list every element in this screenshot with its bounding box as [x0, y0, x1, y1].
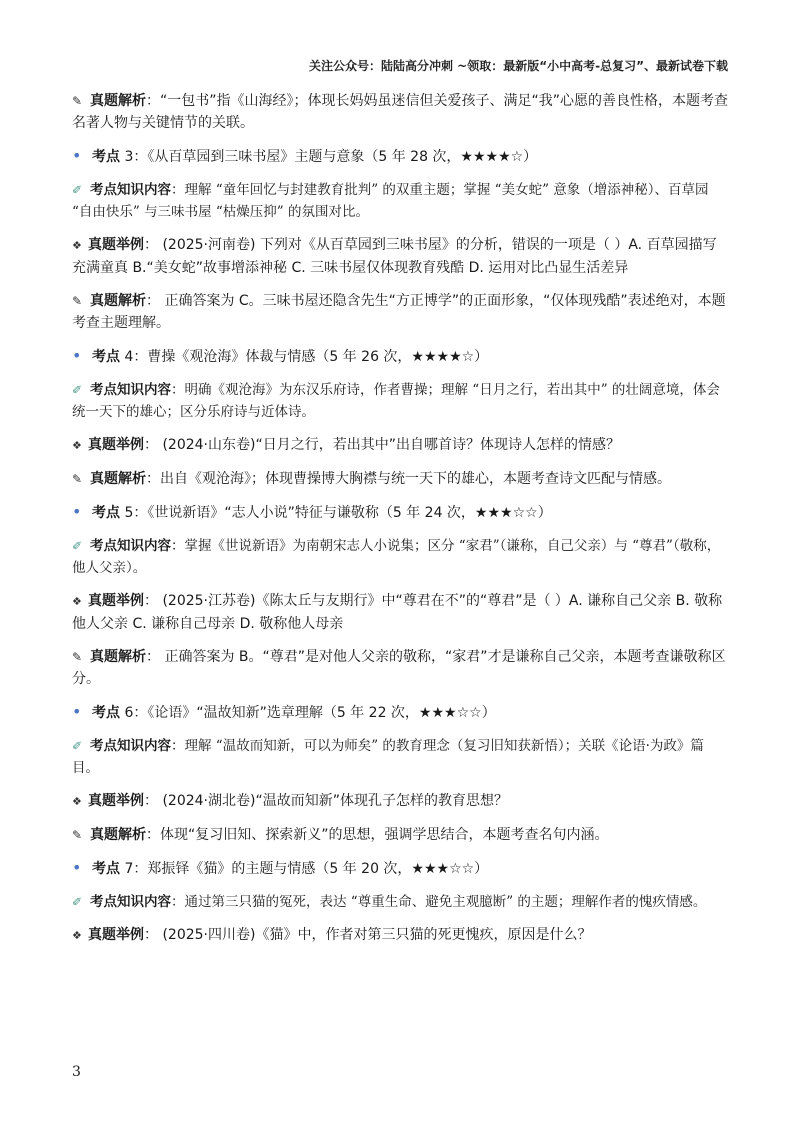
knowledge-text: ：理解 “温故而知新，可以为师矣” 的教育理念（复习旧知获新悟）；关联《论语·为政》篇目。: [72, 738, 704, 776]
pen-icon: ✎: [72, 650, 83, 664]
knowledge-text: ：掌握《世说新语》为南朝宋志人小说集；区分 “家君”（谦称，自己父亲）与 “尊君”（敬称，他人父亲）。: [72, 538, 721, 576]
bullet-icon: •: [72, 502, 82, 521]
example-label: 真题举例: [88, 793, 144, 809]
analysis-block: [72, 646, 728, 690]
example-text: ： (2024·山东卷)“日月之行，若出其中”出自哪首诗？体现诗人怎样的情感？: [144, 437, 620, 453]
page-header: 关注公众号：陆陆高分冲刺 ~领取：最新版“小中高考-总复习”、最新试卷下载: [309, 59, 728, 73]
point-label: 考点: [92, 705, 120, 721]
knowledge-label: 考点知识内容: [90, 382, 171, 398]
example-block: [72, 234, 728, 279]
point-label: 考点: [92, 505, 120, 521]
analysis-label: 真题解析: [90, 471, 146, 487]
example-block: [72, 924, 728, 947]
analysis-label: 真题解析: [90, 649, 146, 665]
diamond-icon: ❖: [72, 595, 82, 608]
analysis-label: 真题解析: [90, 827, 146, 843]
analysis-text: ： 正确答案为 B。“尊君”是对他人父亲的敬称，“家君”才是谦称自己父亲，本题考查谦敬称区分。: [72, 649, 726, 687]
knowledge-text: ：通过第三只猫的冤死，表达 “尊重生命、避免主观臆断” 的主题；理解作者的愧疚情感。: [171, 894, 707, 910]
knowledge-label: 考点知识内容: [90, 538, 171, 554]
point-text: 6：《论语》“温故知新”选章理解（5 年 22 次，★★★☆☆）: [120, 705, 496, 721]
analysis-block: [72, 468, 728, 490]
point-text: 5：《世说新语》“志人小说”特征与谦敬称（5 年 24 次，★★★☆☆）: [120, 505, 552, 521]
pen-icon: ✎: [72, 828, 83, 842]
analysis-label: 真题解析: [90, 93, 146, 109]
pen-icon: ✎: [72, 472, 83, 486]
analysis-text: ：出自《观沧海》；体现曹操博大胸襟与统一天下的雄心，本题考查诗文匹配与情感。: [146, 471, 671, 487]
knowledge-label: 考点知识内容: [90, 182, 171, 198]
example-block: [72, 434, 728, 457]
bullet-icon: •: [72, 146, 82, 165]
example-text: ： (2024·湖北卷)“温故而知新”体现孔子怎样的教育思想？: [144, 793, 508, 809]
knowledge-text: ：理解 “童年回忆与封建教育批判” 的双重主题；掌握 “美女蛇” 意象（增添神秘）、百草园 “自由快乐” 与三味书屋 “枯燥压抑” 的氛围对比。: [72, 182, 709, 220]
point-text: 7：郑振铎《猫》的主题与情感（5 年 20 次，★★★☆☆）: [120, 861, 489, 877]
analysis-block: [72, 290, 728, 334]
page-number: 3: [72, 1064, 81, 1080]
bullet-icon: •: [72, 858, 82, 877]
example-label: 真题举例: [88, 593, 144, 609]
pencil-icon: ✐: [72, 383, 83, 397]
exam-point-heading: [72, 501, 728, 524]
knowledge-block: [72, 891, 728, 913]
example-block: [72, 590, 728, 635]
pen-icon: ✎: [72, 94, 83, 108]
example-text: ： (2025·河南卷) 下列对《从百草园到三味书屋》的分析，错误的一项是（ ）A. 百草园描写充满童真 B.“美女蛇”故事增添神秘 C. 三味书屋仅体现教育残酷 D. 运用对比凸显生活差异: [72, 237, 717, 276]
exam-point-heading: [72, 701, 728, 724]
diamond-icon: ❖: [72, 795, 82, 808]
knowledge-block: [72, 179, 728, 223]
point-text: 4：曹操《观沧海》体裁与情感（5 年 26 次，★★★★☆）: [120, 349, 489, 365]
point-label: 考点: [92, 149, 120, 165]
pencil-icon: ✐: [72, 183, 83, 197]
knowledge-label: 考点知识内容: [90, 894, 171, 910]
analysis-label: 真题解析: [90, 293, 146, 309]
analysis-text: ： 正确答案为 C。三味书屋还隐含先生“方正博学”的正面形象，“仅体现残酷”表述绝对，本题考查主题理解。: [72, 293, 726, 331]
analysis-text: ：体现“复习旧知、探索新义”的思想，强调学思结合，本题考查名句内涵。: [146, 827, 609, 843]
example-text: ： (2025·江苏卷)《陈太丘与友期行》中“尊君在不”的“尊君”是（ ）A. 谦称自己父亲 B. 敬称他人父亲 C. 谦称自己母亲 D. 敬称他人母亲: [72, 593, 723, 632]
point-label: 考点: [92, 861, 120, 877]
knowledge-block: [72, 379, 728, 423]
diamond-icon: ❖: [72, 239, 82, 252]
knowledge-label: 考点知识内容: [90, 738, 171, 754]
diamond-icon: ❖: [72, 929, 82, 942]
analysis-text: ：“一包书”指《山海经》；体现长妈妈虽迷信但关爱孩子、满足“我”心愿的善良性格，本题考查名著人物与关键情节的关联。: [72, 93, 729, 131]
exam-point-heading: [72, 857, 728, 880]
bullet-icon: •: [72, 702, 82, 721]
pen-icon: ✎: [72, 294, 83, 308]
analysis-block: [72, 90, 728, 134]
knowledge-text: ：明确《观沧海》为东汉乐府诗，作者曹操；理解 “日月之行，若出其中” 的壮阔意境，体会统一天下的雄心；区分乐府诗与近体诗。: [72, 382, 720, 420]
bullet-icon: •: [72, 346, 82, 365]
example-text: ： (2025·四川卷)《猫》中，作者对第三只猫的死更愧疚，原因是什么？: [144, 927, 592, 943]
diamond-icon: ❖: [72, 439, 82, 452]
point-text: 3：《从百草园到三味书屋》主题与意象（5 年 28 次，★★★★☆）: [120, 149, 538, 165]
analysis-block: [72, 824, 728, 846]
knowledge-block: [72, 735, 728, 779]
pencil-icon: ✐: [72, 539, 83, 553]
pencil-icon: ✐: [72, 895, 83, 909]
knowledge-block: [72, 535, 728, 579]
pencil-icon: ✐: [72, 739, 83, 753]
exam-point-heading: [72, 345, 728, 368]
point-label: 考点: [92, 349, 120, 365]
document-body: [72, 90, 728, 958]
exam-point-heading: [72, 145, 728, 168]
example-label: 真题举例: [88, 237, 144, 253]
example-label: 真题举例: [88, 927, 144, 943]
example-block: [72, 790, 728, 813]
example-label: 真题举例: [88, 437, 144, 453]
